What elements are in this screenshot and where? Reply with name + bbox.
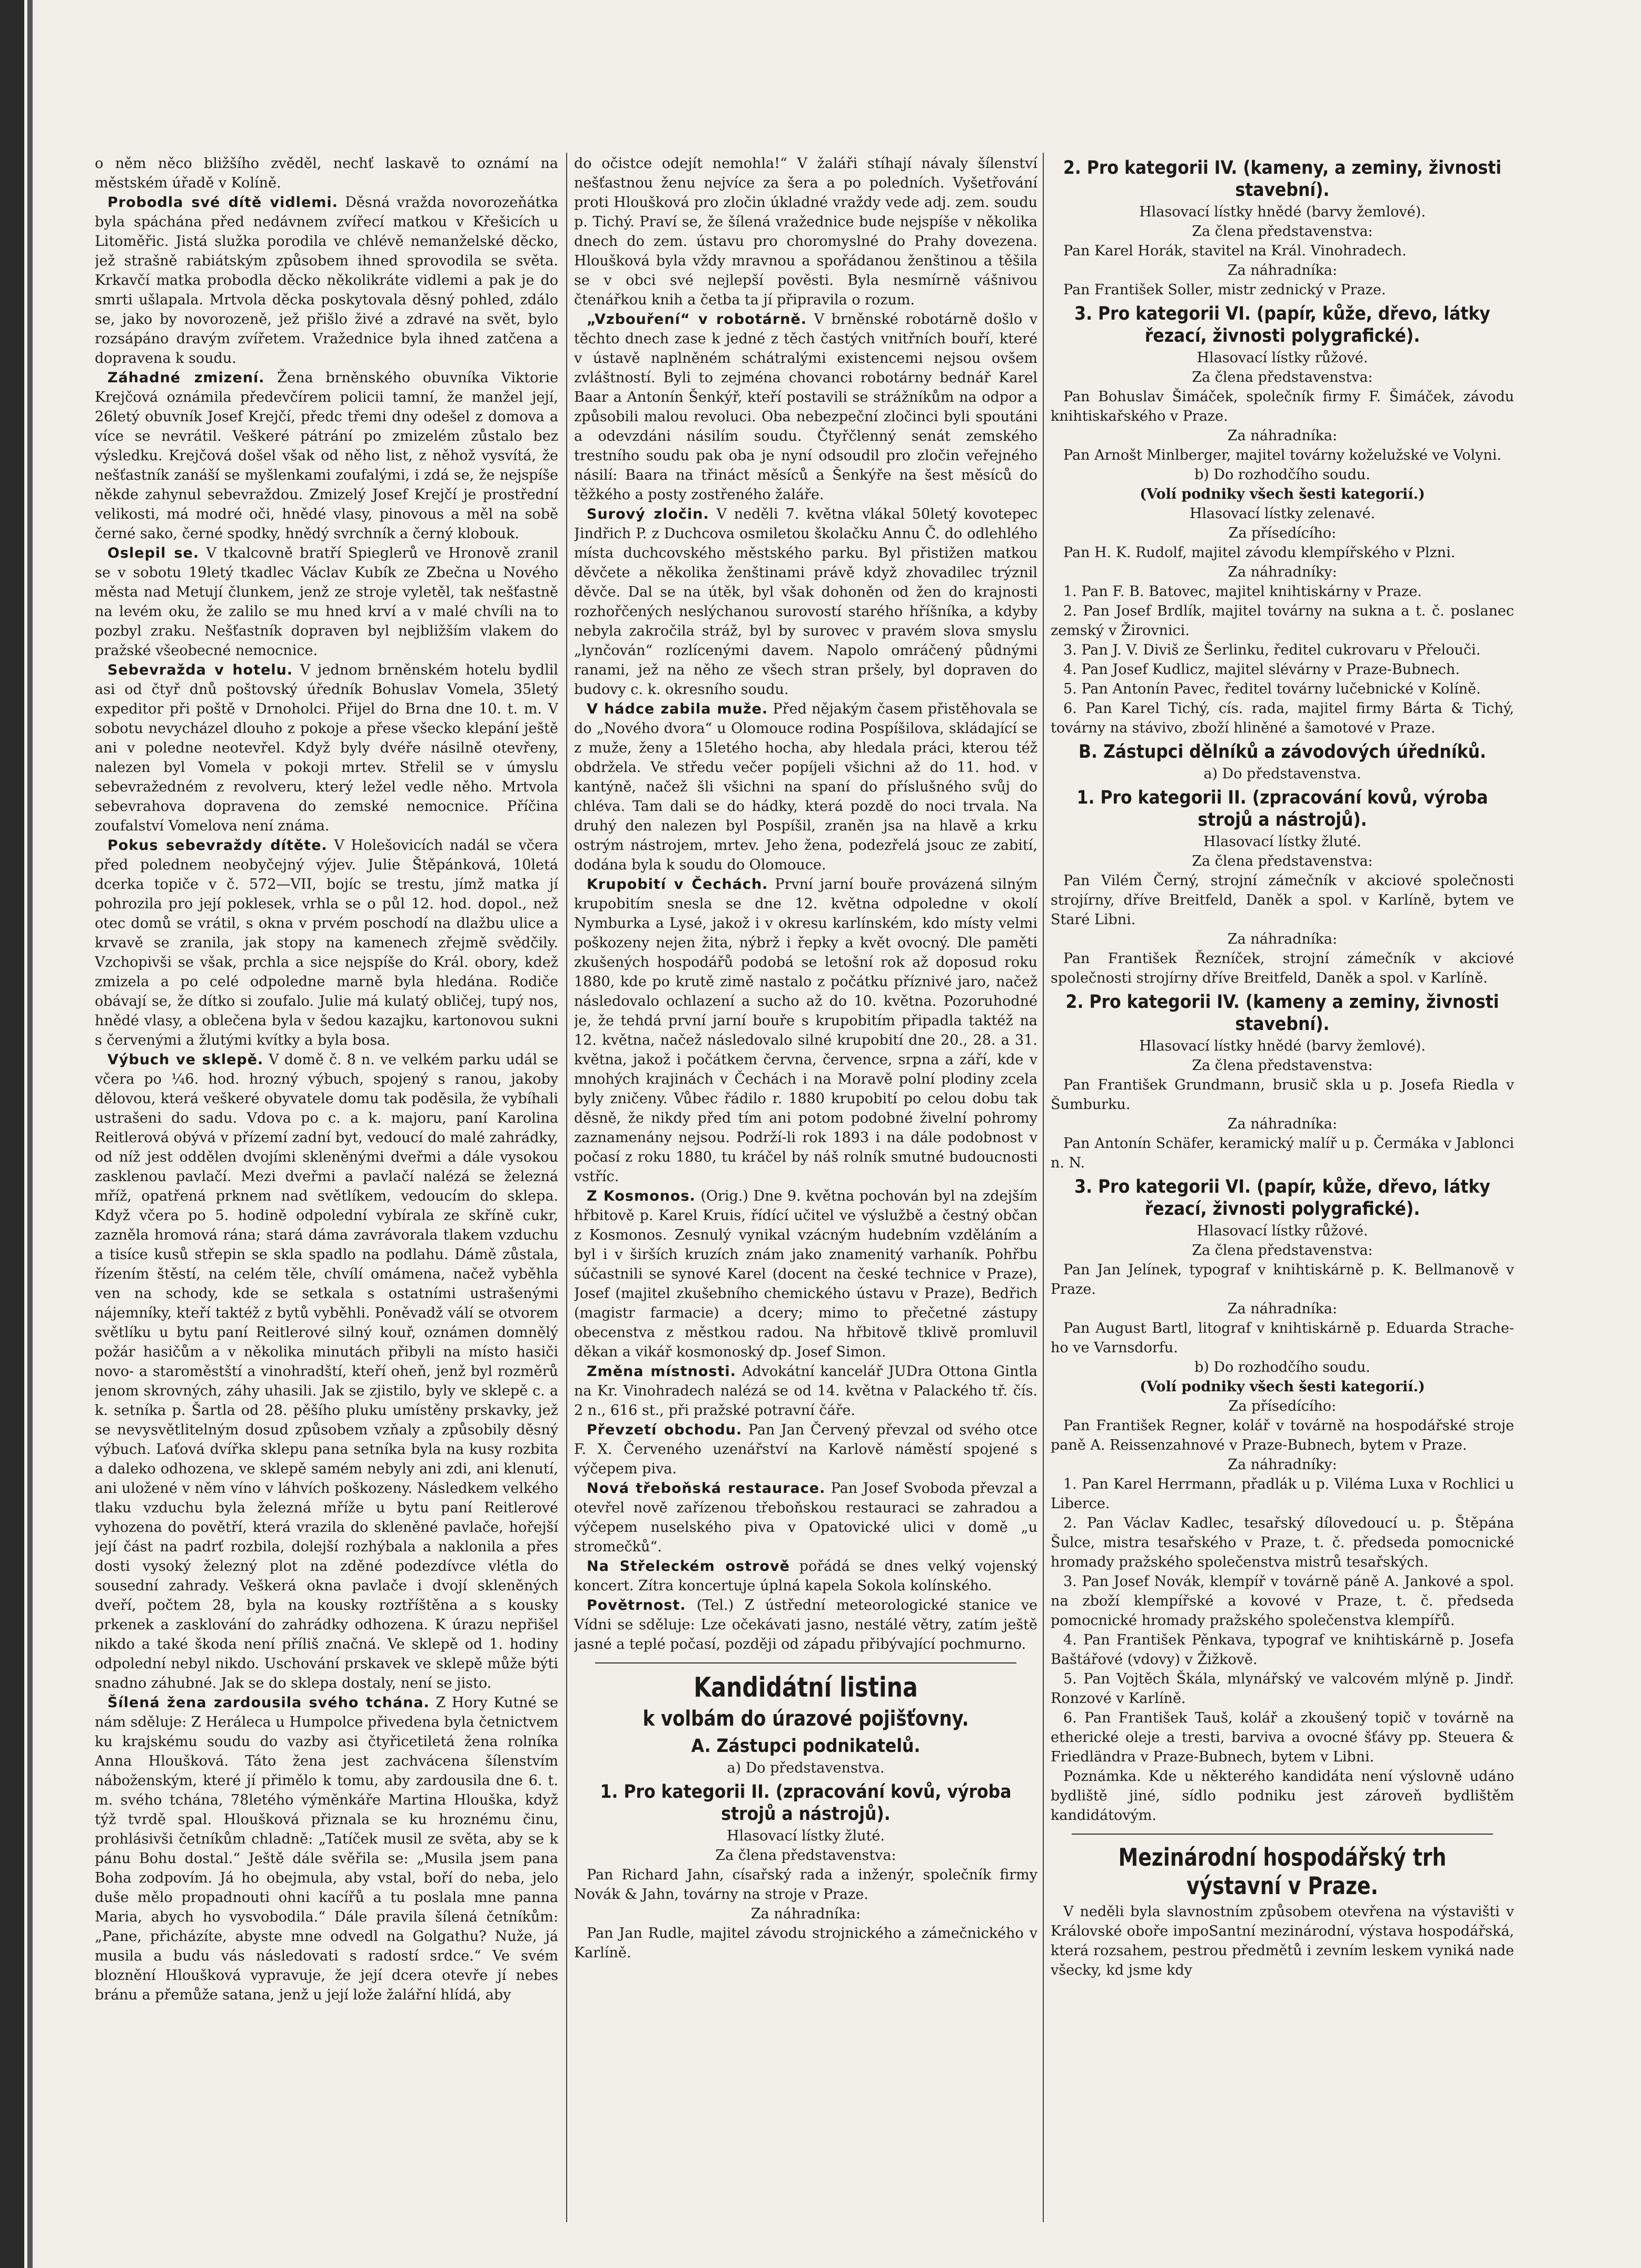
role-label: Za člena představenstva: xyxy=(1192,223,1373,240)
candidate-entry: 2. Pan Josef Brdlík, majitel továrny na sukna a t. č. poslanec zemský v Žirovnici. xyxy=(1051,603,1514,639)
role-label: Za náhradníka: xyxy=(1227,931,1338,947)
article-heading: Na Střeleckém ostrově xyxy=(587,1558,790,1574)
article-paragraph: do očistce odejít nemohla!“ V žaláři stíhají návaly šílenství nešťastnou ženu nejvíce za šera a po poledních. Vyšetřování proti Hloušková pro zločin úkladné vraždy vede adj. zem. soudu p. Tichý. Praví se, že šílená vražednice bude nejspíše v několika dnech do zem. ústavu pro choromyslné do Prahy dovezena. Hloušková byla vždy mravnou a spořádanou ženštinou a těšila se v obci své nejlepší pověsti. Byla nesmírně vášnivou čtenářkou knih a četba ta jí připravila o rozum. xyxy=(574,155,1037,308)
scan-binding-edge xyxy=(0,0,24,2268)
role-label: Za člena představenstva: xyxy=(1192,1242,1373,1259)
role-label: Za člena představenstva: xyxy=(1192,369,1373,385)
subsection-note: (Volí podniky všech šesti kategorií.) xyxy=(1140,1379,1425,1395)
ballot-color: Hlasovací lístky zelenavé. xyxy=(1189,506,1376,522)
right-column xyxy=(1051,154,1514,2223)
article-paragraph: Výbuch ve sklepě. V domě č. 8 n. ve velkém parku udál se včera po ¼6. hod. hrozný výbuch, spojený s ranou, jakoby dělovou, která veškeré obyvatele domu tak poděsila, že vybíhali ustrašeni do sadu. Vdova po c. a k. majoru, paní Karolina Reitlerová obývá v přízemí zadní byt, vedoucí do malé zahrádky, od níž jest oddělen dvojími skleněnými dveřmi a dále vysokou zasklenou pavlačí. Mezi dveřmi a pavlačí nalézá se železná mříž, opatřená prknem nad světlíkem, vedoucím do sklepa. Když včera po 5. hodině odpolední vybírala ze skříně cukr, zazněla hromová rána; stará dáma zavrávorala tlakem vzduchu a tisíce kusů střepin se skla spadlo na podlahu. Dámě zůstala, řízením štěstí, na celém těle, chvílí omámena, načež vyběhla ven na schody, kde se setkala s ostatními ustrašenými nájemníky, kteří taktéž z bytů vyběhli. Poněvadž válí se otvorem světlíku u bytu paní Reitlerové silný kouř, oznámen domnělý požár hasičům a v několika minutách přibyli na místo hasiči novo- a staroměstští a vinohradští, kteří oheň, jenž byl rozměrů jenom skrovných, záhy uhasili. Jak se zjistilo, byly ve sklepě c. a k. setníka p. Šartla od 28. pěšího pluku umístěny prskavky, jež se nevysvětlitelným dosud způsobem vzňaly a způsobily děsný výbuch. Laťová dvířka sklepu pana setníka byla na kusy rozbita a daleko odhozena, ve sklepě samém nebyly ani zdi, ani klenutí, ani uložené v něm víno v láhvích poškozeny. Následkem velkého tlaku vzduchu byla železná mříže u bytu paní Reitlerové vyhozena do povětří, která vrazila do skleněné pavlače, hořejší její část na padrť rozbila, dolejší rozhýbala a naklonila a přes dosti vysoký železný plot na zděné podezdívce vlétla do sousední zahrady. Veškerá okna pavlače i dvojí skleněných dveří, počtem 28, byla na kousky roztříštěna a s kousky prkenek a zasklování do zahrádky odhozena. K úrazu nepřišel nikdo a také škoda není příliš značná. Ve sklepě od 1. hodiny odpolední nebyl nikdo. Uschování prskavek ve sklepě může býti snadno záhubné. Jak se do sklepa dostaly, není se jisto. xyxy=(95,1052,558,1691)
candidate-entry: Pan Jan Jelínek, typograf v knihtiskárně p. K. Bellmanově v Praze. xyxy=(1051,1262,1514,1298)
subsection-label: a) Do představenstva. xyxy=(727,1760,885,1776)
article-paragraph: Sebevražda v hotelu. V jednom brněnském hotelu bydlil asi od čtyř dnů poštovský úředník Bohuslav Vomela, 35letý expeditor při poště v Drnoholci. Přijel do Brna dne 10. t. m. V sobotu nevycházel dlouho z pokoje a přese všecko klepání ještě ani v poledne neotevřel. Když byly dvéře násilně otevřeny, nalezen byl Vomela v pokoji mrtev. Střelil se v úmyslu sebevražedném z revolveru, který ležel vedle něho. Mrtvola sebevrahova dopravena do zemské nemocnice. Příčina zoufalství Vomelova není známa. xyxy=(95,662,558,834)
article-paragraph: V neděli byla slavnostním způsobem otevřena na výstavišti v Královské oboře impoSantní mezinárodní, výstava hospodářská, která rozsahem, pestrou předmětů i zevním leskem vyniká nade všecky, kd jsme kdy xyxy=(1051,1904,1514,1978)
article-heading: Surový zločin. xyxy=(587,506,709,522)
candidate-entry: Pan František Grundmann, brusič skla u p. Josefa Riedla v Šumburku. xyxy=(1051,1077,1514,1113)
subsection-label: b) Do rozhodčího soudu. xyxy=(1194,1359,1370,1375)
article-paragraph: Oslepil se. V tkalcovně bratří Spieglerů ve Hronově zranil se v sobotu 19letý tkadlec Václav Kubík ze Zbečna u Nového města nad Metují člunkem, jenž ze stroje vyletěl, tak nešťastně na levém oku, že zalilo se mu hned krví a v malé chvíli na to pozbyl zraku. Nešťastník dopraven byl nejbližším vlakem do pražské všeobecné nemocnice. xyxy=(95,545,558,659)
ballot-color: Hlasovací lístky žluté. xyxy=(727,1828,885,1844)
role-label: Za náhradníky: xyxy=(1228,1457,1337,1473)
candidate-entry: 3. Pan Josef Novák, klempíř v továrně páně A. Jankové a spol. na zboží klempířské a kovové v Praze, t. č. předseda pomocnické hromady pražského společenstva klempířů. xyxy=(1051,1573,1514,1629)
article-paragraph: Z Kosmonos. (Orig.) Dne 9. května pochován byl na zdejším hřbitově p. Karel Kruis, řídící učitel ve výslužbě a čestný občan z Kosmonos. Zesnulý vynikal vzácným hudebním vzděláním a byl i v širších kruzích znám jako znamenitý varhaník. Pohřbu súčastnili se synové Karel (docent na české technice v Praze), Josef (majitel zkušebního chemického ústavu v Praze), Bedřich (magistr farmacie) a dcery; mimo to přečetné zástupy obecenstva z městkou radou. Na hřbitově tklivě promluvil děkan a vikář kosmonoský dp. Josef Simon. xyxy=(574,1188,1037,1360)
subsection-note: (Volí podniky všech šesti kategorií.) xyxy=(1140,486,1425,502)
role-label: Za člena představenstva: xyxy=(715,1847,896,1864)
article-paragraph: Surový zločin. V neděli 7. května vlákal 50letý kovotepec Jindřich P. z Duchcova osmiletou školačku Annu Č. do odlehlého místa duchcovského městského parku. Byl přistižen matkou děvčete a několika ženštinami právě když zhovadilec trýznil děvče. Dal se na útěk, byl však dohoněn od žen do krajnosti rozhořčených neslýchanou surovostí starého hříšníka, a kdyby nebyla zakročila stráž, byl by surovec v pravém slova smyslu „lynčován“ rozlícenými davem. Napolo omráčený půdnými ranami, jež na něho ze všech stran pršely, byl dopraven do budovy c. k. okresního soudu. xyxy=(574,506,1037,698)
role-label: Za náhradníka: xyxy=(1227,1116,1338,1132)
category-heading: 1. Pro kategorii II. (zpracování kovů, výroba strojů a nástrojů). xyxy=(1076,787,1488,830)
article-paragraph: Nová třeboňská restaurace. Pan Josef Svoboda převzal a otevřel nově zařízenou třeboňskou restauraci se zahradou a výčepem nuselského piva v Opatovické ulici v domě „u stromečků“. xyxy=(574,1480,1037,1555)
article-heading: V hádce zabila muže. xyxy=(587,701,768,717)
ballot-color: Hlasovací lístky růžové. xyxy=(1197,350,1368,366)
role-label: Za náhradníky: xyxy=(1228,564,1337,580)
article-paragraph: Změna místnosti. Advokátní kancelář JUDra Ottona Gintla na Kr. Vinohradech nalézá se od 14. května v Palackého tř. čís. 2 n., 616 st., při pražské potravní čáře. xyxy=(574,1363,1037,1419)
article-heading: Sebevražda v hotelu. xyxy=(107,662,293,678)
subsection-label: a) Do představenstva. xyxy=(1203,766,1361,782)
section-heading: B. Zástupci dělníků a závodových úředníků. xyxy=(1079,741,1486,762)
subsection-label: b) Do rozhodčího soudu. xyxy=(1194,467,1370,483)
article-paragraph: Povětrnost. (Tel.) Z ústřední meteorologické stanice ve Vídni se sděluje: Lze očekávati jasno, nestálé větry, zatím ještě jasné a teplé počasí, později od západu přibývající pochmurno. xyxy=(574,1597,1037,1652)
role-label: Za náhradníka: xyxy=(1227,262,1338,279)
role-label: Za přísedícího: xyxy=(1228,1398,1337,1414)
category-heading: 1. Pro kategorii II. (zpracování kovů, výroba strojů a nástrojů). xyxy=(600,1781,1012,1825)
article-paragraph: Pokus sebevraždy dítěte. V Holešovicích nadál se včera před polednem neobyčejný výjev. Julie Štěpánková, 10letá dcerka topiče v č. 572—VII, bojíc se trestu, jímž matka jí pohrozila pro její poklesek, vrhla se o půl 12. hod. dopol., než otec domů se vrátil, s okna v prvém poschodí na dlažbu ulice a krvavě se zranila, jak stopy na kamenech zřejmě svědčily. Vzchopivši se však, prchla a sice nejspíše do Král. obory, kdež zmizela a po celé odpoledne marně byla hledána. Rodiče obávají se, že dítko si zoufalo. Julie má kulatý obličej, tupý nos, hnědé vlasy, a oblečena byla v šedou kazajku, kartonovou sukni s červenými a žlutými kvítky a byla bosa. xyxy=(95,837,558,1048)
candidate-entry: 6. Pan Karel Tichý, cís. rada, majitel firmy Bárta & Tichý, továrny na stávivo, zboží hliněné a šamotové v Praze. xyxy=(1051,700,1514,736)
candidate-entry: Pan Richard Jahn, císařský rada a inženýr, společník firmy Novák & Jahn, továrny na stroje v Praze. xyxy=(574,1867,1037,1903)
ballot-color: Hlasovací lístky hnědé (barvy žemlové). xyxy=(1139,1038,1426,1054)
category-heading: 3. Pro kategorii VI. (papír, kůže, dřevo, látky řezací, živnosti polygrafické). xyxy=(1074,303,1490,346)
candidate-entry: 4. Pan Josef Kudlicz, majitel slévárny v Praze-Bubnech. xyxy=(1063,661,1460,678)
article-paragraph: Na Střeleckém ostrově pořádá se dnes velký vojenský koncert. Zítra koncertuje úplná kapela Sokola kolínského. xyxy=(574,1558,1037,1594)
article-heading: Povětrnost. xyxy=(587,1597,686,1613)
candidate-entry: Pan František Řezníček, strojní zámečník v akciové společnosti strojírny dříve Breitfeld, Daněk a spol. v Karlíně. xyxy=(1051,950,1514,986)
ballot-color: Hlasovací lístky růžové. xyxy=(1197,1223,1368,1239)
article-heading: Šílená žena zardousila svého tchána. xyxy=(107,1695,430,1711)
left-column xyxy=(95,154,558,2223)
candidate-entry: 5. Pan Antonín Pavec, ředitel továrny lučebnické v Kolíně. xyxy=(1063,681,1481,697)
candidate-entry: 2. Pan Václav Kadlec, tesařský dílovedoucí u. p. Štěpána Šulce, mistra tesařského v Praze, t. č. předseda pomocnické hromady pražského společenstva mistrů tesařských. xyxy=(1051,1515,1514,1570)
role-label: Za náhradníka: xyxy=(750,1906,861,1922)
article-heading: Krupobití v Čechách. xyxy=(587,876,768,893)
article-heading: Z Kosmonos. xyxy=(587,1188,696,1204)
role-label: Za náhradníka: xyxy=(1227,428,1338,444)
middle-column xyxy=(574,154,1037,2223)
article-paragraph: „Vzbouření“ v robotárně. V brněnské robotárně došlo v těchto dnech zase k jedné z těch častých vnitřních bouří, které v ústavě naplněném schátralými existencemi nejsou ovšem zvláštností. Byli to zejména chovanci robotárny bednář Karel Baar a Antonín Šenkýř, kteří postavili se strážníkům na odpor a způsobili malou revoluci. Oba nebezpeční zločinci byli spoutáni a odevzdáni násilím soudu. Čtyřčlenný senát zemského trestního soudu pak oba je nyní odsoudil pro zločin veřejného násilí: Baara na třináct měsíců a Šenkýře na šest měsíců do těžkého a posty zostřeného žaláře. xyxy=(574,311,1037,503)
article-heading: Probodla své dítě vidlemi. xyxy=(107,194,338,211)
candidate-entry: 3. Pan J. V. Diviš ze Šerlinku, ředitel cukrovaru v Přelouči. xyxy=(1063,642,1481,658)
section-heading: A. Zástupci podnikatelů. xyxy=(691,1736,921,1757)
ballot-color: Hlasovací lístky hnědé (barvy žemlové). xyxy=(1139,204,1426,220)
candidate-entry: Pan Vilém Černý, strojní zámečník v akciové společnosti strojírny, dříve Breitfeld, Daněk a spol. v Karlíně, bytem ve Staré Libni. xyxy=(1051,873,1514,928)
article-heading: Pokus sebevraždy dítěte. xyxy=(107,837,328,854)
candidate-entry: Pan František Regner, kolář v továrně na hospodářské stroje paně A. Reissenzahnové v Praze-Bubnech, bytem v Praze. xyxy=(1051,1418,1514,1453)
article-heading: Převzetí obchodu. xyxy=(587,1422,743,1438)
article-heading: Záhadné zmizení. xyxy=(107,370,265,386)
article-heading: Nová třeboňská restaurace. xyxy=(587,1480,826,1497)
candidate-entry: 5. Pan Vojtěch Škála, mlynářský ve valcovém mlýně p. Jindř. Ronzové v Karlíně. xyxy=(1051,1671,1514,1707)
article-paragraph: Šílená žena zardousila svého tchána. Z Hory Kutné se nám sděluje: Z Heráleca u Humpolce přivedena byla četnictvem ku krajskému soudu do vazby asi čtyřicetiletá žena rolníka Anna Hloušková. Táto žena jest zachvácena šílenstvím náboženským, které jí přimělo k tomu, aby zardousila dne 6. t. m. svého tchána, 78letého výměnkáře Martina Hlouška, když týž tvrdě spal. Hloušková přiznala se ku hroznému činu, prohlásivši četníkům chladně: „Tatíček musil ze světa, aby se k pánu Bohu dostal.“ Ještě dále svěřila se: „Musila jsem pana Boha zodpovím. Já ho obejmula, aby vstal, boří do neba, jelo duše mělo propadnouti ohni kacířů a tu poslala mne panna Maria, abych ho vysvobodila.“ Dále pravila šílená četníkům: „Pane, přicházíte, abyste mne odvedl na Golgathu? Nuže, já musila a budu vás následovati s radostí srdce.“ Ve svém bloznění Hloušková vypravuje, že její dcera otevře jí nebes bránu a přemůže satana, jenž u její lože žalářní hlídá, aby xyxy=(95,1695,558,2003)
section-rule xyxy=(1072,1834,1493,1835)
section-rule xyxy=(595,1662,1016,1663)
role-label: Za člena představenstva: xyxy=(1192,853,1373,869)
candidate-entry: Pan August Bartl, litograf v knihtiskárně p. Eduarda Strache-ho ve Varnsdorfu. xyxy=(1051,1320,1514,1356)
ballot-color: Hlasovací lístky žluté. xyxy=(1203,834,1361,850)
article-paragraph: Probodla své dítě vidlemi. Děsná vražda novorozeňátka byla spáchána před nedávnem zvířecí matkou v Křešicích u Litoměřic. Jistá služka porodila ve chlévě nemanželské děcko, jež strašně rabiátským způsobem ihned sprovodila se světa. Krkavčí matka probodla děcko několikráte vidlemi a pak je do smrti ušlapala. Mrtvola děcka poskytovala děsný pohled, zdálo se, jako by novorozeně, jež přišlo živé a zdravé na svět, bylo rozsápáno dravým zvířetem. Vražednice byla ihned zatčena a dopravena k soudu. xyxy=(95,194,558,367)
role-label: Za člena představenstva: xyxy=(1192,1057,1373,1074)
article-heading: Oslepil se. xyxy=(107,545,200,561)
column-divider xyxy=(1043,153,1044,2222)
role-label: Za přísedícího: xyxy=(1228,525,1337,541)
kandidatni-title: Kandidátní listina xyxy=(694,1672,918,1704)
category-heading: 2. Pro kategorii IV. (kameny a zeminy, živnosti stavební). xyxy=(1065,992,1499,1035)
role-label: Za náhradníka: xyxy=(1227,1301,1338,1317)
article-heading: Změna místnosti. xyxy=(587,1363,736,1380)
candidate-entry: 4. Pan František Pěnkava, typograf ve knihtiskárně p. Josefa Baštářové (vdovy) v Žižkově. xyxy=(1051,1632,1514,1668)
candidate-entry: Pan Jan Rudle, majitel závodu strojnického a zámečnického v Karlíně. xyxy=(574,1925,1037,1961)
scan-binding-line xyxy=(27,0,33,2268)
article-paragraph: Záhadné zmizení. Žena brněnského obuvníka Viktorie Krejčová oznámila předevčírem policii tamní, že manžel její, 26letý obuvník Josef Krejčí, předc třemi dny odešel z domova a více se nevrátil. Veškeré pátrání po zmizelém zůstalo bez výsledku. Krejčová došel však od něho list, z něhož vysvítá, že nešťastník zanáší se myšlenkami zoufalými, i zdá se, že nejspíše někde zahynul sebevraždou. Zmizelý Josef Krejčí je prostřední velikosti, má modré oči, hnědé vlasy, pinovous a měl na sobě černé sako, černé spodky, hnědý svrchník a černý klobouk. xyxy=(95,370,558,542)
article-paragraph: o něm něco bližšího zvěděl, nechť laskavě to oznámí na městském úřadě v Kolíně. xyxy=(95,155,558,191)
candidate-entry: Pan Karel Horák, stavitel na Král. Vinohradech. xyxy=(1063,243,1407,259)
article-paragraph: V hádce zabila muže. Před nějakým časem přistěhovala se do „Nového dvora“ u Olomouce rodina Pospíšilova, skládající se z muže, ženy a 15letého hocha, aby hledala práci, kterou též obdržela. Ve středu večer popíjeli všichni až do 11. hod. v kantýně, načež šli všichni na spaní do příslušného svůj do chléva. Tam dali se do hádky, která pozdě do noci trvala. Na druhý den nalezen byl Pospíšil, zraněn jsa na hlavě a krku ostrým nástrojem, mrtev. Jeho žena, podezřelá jsouc ze zabití, dodána byla k soudu do Olomouce. xyxy=(574,701,1037,873)
article-paragraph: Převzetí obchodu. Pan Jan Červený převzal od svého otce F. X. Červeného uzenářství na Karlově náměstí spojené s výčepem piva. xyxy=(574,1422,1037,1477)
candidate-entry: Pan Antonín Schäfer, keramický malíř u p. Čermáka v Jablonci n. N. xyxy=(1051,1135,1514,1171)
candidate-entry: Pan H. K. Rudolf, majitel závodu klempířského v Plzni. xyxy=(1063,544,1456,561)
candidate-entry: Pan Bohuslav Šimáček, společník firmy F. Šimáček, závodu knihtiskařského v Praze. xyxy=(1051,389,1514,424)
candidate-entry: 1. Pan F. B. Batovec, majitel knihtiskárny v Praze. xyxy=(1063,583,1422,600)
article-paragraph: Krupobití v Čechách. První jarní bouře provázená silným krupobitím snesla se dne 12. května odpoledne v okolí Nymburka a Lysé, jakož i v okresu karlínském, kdo místy velmi poškozeny nejen žita, nýbrž i řepky a květ ovocný. Dle paměti zkušených hospodářů podobá se letošní rok až doposud roku 1880, kde po krutě zimě nastalo z počátku příznivé jaro, načež následovalo ochlazení a sucho až do 10. května. Pozoruhodné je, že tehdá první jarní bouře s krupobitím připadla taktéž na 12. května, načež následovalo silné krupobití dne 20., 28. a 31. května, jakož i počátkem června, července, srpna a září, kde v mnohých krajinách v Čechách i na Moravě polní plodiny zcela byly zničeny. Vůbec řádilo r. 1880 krupobití po celou dobu tak děsně, že nikdy před tím ani potom podobné živelní pohromy zaznamenány nejsou. Podrží-li rok 1893 i na dále podobnost v počasí z roku 1880, tu kráčel by náš rolník smutné budoucnosti vstříc. xyxy=(574,876,1037,1185)
candidate-entry: Pan František Soller, mistr zednický v Praze. xyxy=(1063,282,1386,298)
article-heading: Výbuch ve sklepě. xyxy=(107,1052,264,1068)
column-divider xyxy=(566,153,567,2222)
candidate-note: Poznámka. Kde u některého kandidáta není výslovně udáno bydliště jiné, sídlo podniku jest zároveň bydlištěm kandidátovým. xyxy=(1051,1768,1514,1824)
trh-title: Mezinárodní hospodářský trh výstavní v Praze. xyxy=(1118,1843,1447,1900)
article-heading: „Vzbouření“ v robotárně. xyxy=(587,311,807,328)
candidate-entry: 6. Pan František Tauš, kolář a zkoušený topič v továrně na etherické oleje a tresti, barviva a ovocné šťávy pp. Steuera & Friedländra v Praze-Bubnech, bytem v Libni. xyxy=(1051,1710,1514,1765)
candidate-entry: Pan Arnošt Minlberger, majitel továrny koželužské ve Volyni. xyxy=(1063,447,1501,463)
category-heading: 3. Pro kategorii VI. (papír, kůže, dřevo, látky řezací, živnosti polygrafické). xyxy=(1074,1176,1490,1220)
kandidatni-subtitle: k volbám do úrazové pojišťovny. xyxy=(642,1707,969,1731)
category-heading: 2. Pro kategorii IV. (kameny, a zeminy, živnosti stavební). xyxy=(1063,157,1502,201)
candidate-entry: 1. Pan Karel Herrmann, přadlák u p. Viléma Luxa v Rochlici u Liberce. xyxy=(1051,1476,1514,1512)
